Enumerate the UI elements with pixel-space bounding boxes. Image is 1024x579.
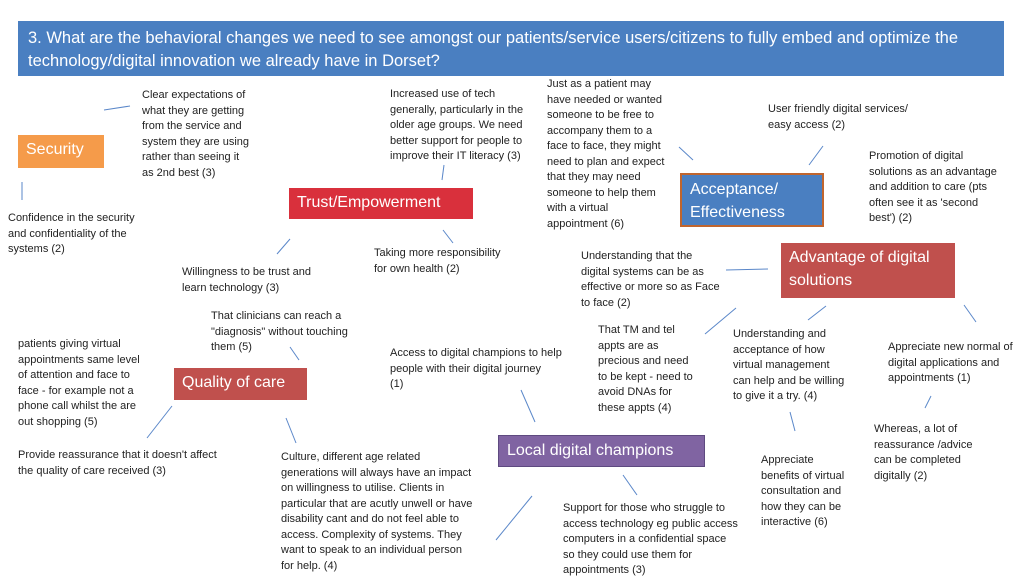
note-clear-expectations: Clear expectations of what they are getting from the service and system they are using rather than seeing it as 2nd best (3) <box>142 89 249 179</box>
category-advantage-digital-solutions: Advantage of digital solutions <box>781 243 955 298</box>
category-local-digital-champions: Local digital champions <box>498 435 705 467</box>
note-understanding-systems: Understanding that the digital systems can be as effective or more so as Face to face (2) <box>581 250 720 309</box>
category-acceptance-effectiveness: Acceptance/ Effectiveness <box>680 173 824 227</box>
note-support: Support for those who struggle to access technology eg public access computers in a confidential space so they could use them for appointments (3) <box>563 502 738 576</box>
connector-new-normal <box>964 305 976 322</box>
category-security: Security <box>18 135 104 168</box>
category-trust-empowerment: Trust/Empowerment <box>289 188 473 219</box>
note-clinicians: That clinicians can reach a "diagnosis" without touching them (5) <box>211 310 348 353</box>
note-willingness: Willingness to be trust and learn technology (3) <box>182 266 312 294</box>
category-quality-of-care: Quality of care <box>174 368 307 400</box>
note-responsibility: Taking more responsibility for own health (2) <box>374 247 501 275</box>
note-increased-use: Increased use of tech generally, particularly in the older age groups. We need better support for people to improve their IT literacy (3) <box>390 88 524 162</box>
note-reassurance: Provide reassurance that it doesn't affect the quality of care received (3) <box>18 449 217 477</box>
connector-champions <box>623 475 637 495</box>
note-whereas: Whereas, a lot of reassurance /advice can be completed digitally (2) <box>874 423 973 482</box>
note-access-champions: Access to digital champions to help people with their digital journey (1) <box>390 347 562 390</box>
note-just-as-patient: Just as a patient may have needed or wanted someone to be free to accompany them to a face to face, they might need to plan and expect that they may need someone to help them with a virtual appointment (6) <box>547 78 665 230</box>
connector-responsibility <box>443 230 453 243</box>
note-tm-tel: That TM and tel appts are as precious and need to be kept - need to avoid DNAs for these appts (4) <box>598 324 693 414</box>
connector-understanding-virtual <box>790 412 795 431</box>
note-promotion: Promotion of digital solutions as an advantage and addition to care (pts often see it as 'second best') (2) <box>869 150 997 224</box>
connector-advantage-mid <box>808 306 826 320</box>
connector-just-as-patient <box>679 147 693 160</box>
note-confidence: Confidence in the security and confidentiality of the systems (2) <box>8 212 135 255</box>
connector-advantage-left <box>705 308 736 334</box>
note-new-normal: Appreciate new normal of digital applications and appointments (1) <box>888 341 1013 384</box>
note-understanding-virtual: Understanding and acceptance of how virtual management can help and be willing to give it a try. (4) <box>733 328 845 402</box>
connector-increased-use <box>442 165 444 180</box>
slide-title: 3. What are the behavioral changes we need to see amongst our patients/service users/citizens to fully embed and optimize the technology/digital innovation we already have in Dorset? <box>18 21 1004 76</box>
note-patients-giving: patients giving virtual appointments same level of attention and face to face - for example not a phone call whilst the are out shopping (5) <box>18 338 140 428</box>
connector-willingness <box>277 239 290 254</box>
connector-whereas <box>925 396 931 408</box>
note-culture: Culture, different age related generations will always have an impact on willingness to utilise. Clients in particular that are acutly unwell or have disability cant and do not feel able to access. Complexity of systems. They want to speak to an individual person for help. (4) <box>281 451 473 572</box>
connector-patients <box>147 406 172 438</box>
connector-support <box>496 496 532 540</box>
connector-understanding-systems <box>726 269 768 270</box>
note-user-friendly: User friendly digital services/ easy access (2) <box>768 103 908 131</box>
connector-culture <box>286 418 296 443</box>
connector-clear-expectations <box>104 106 130 110</box>
connector-access <box>521 390 535 422</box>
connector-user-friendly <box>809 146 823 165</box>
note-appreciate-benefits: Appreciate benefits of virtual consultation and how they can be interactive (6) <box>761 454 845 528</box>
